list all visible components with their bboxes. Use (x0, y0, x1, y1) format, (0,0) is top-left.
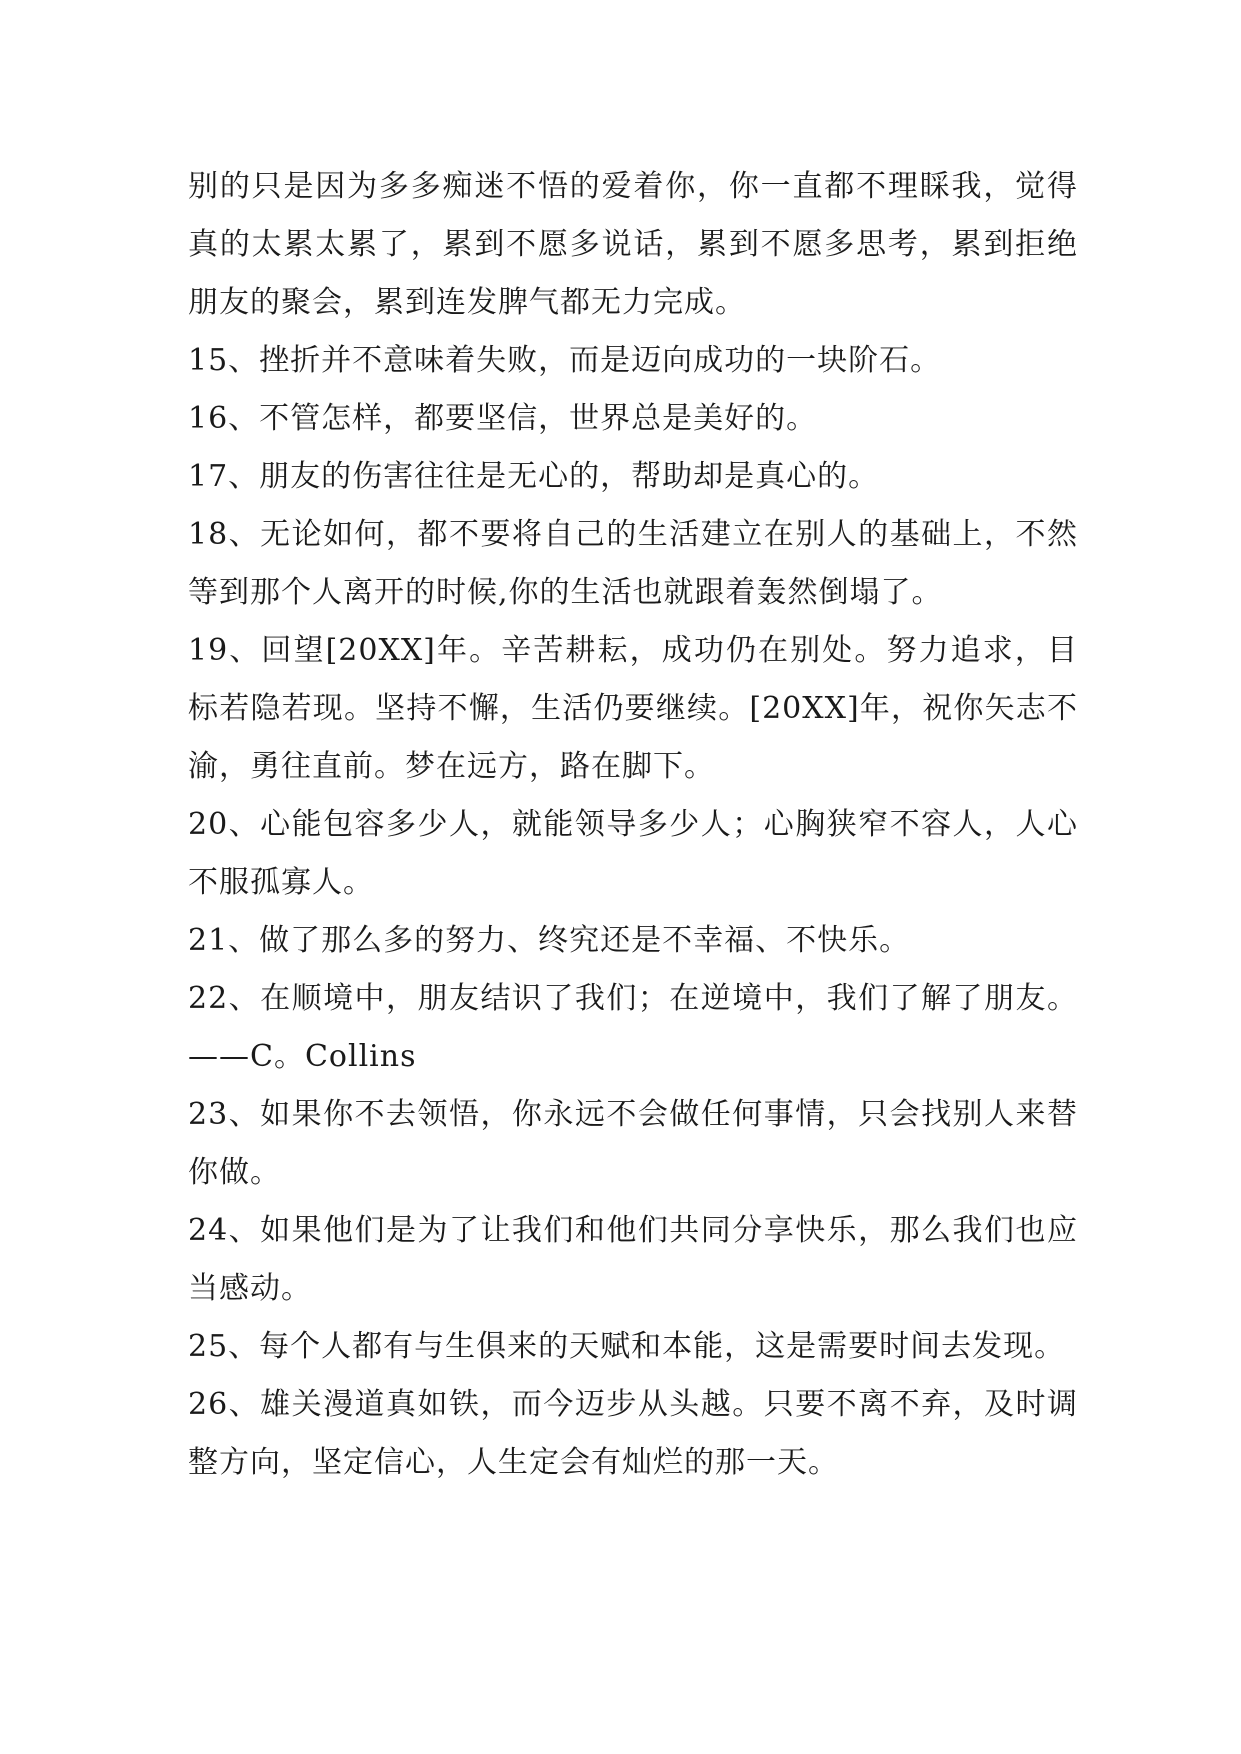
paragraph-item-16: 16、不管怎样，都要坚信，世界总是美好的。 (188, 401, 818, 436)
paragraph-item-21: 21、做了那么多的努力、终究还是不幸福、不快乐。 (188, 923, 911, 958)
paragraph-item-20: 20、心能包容多少人，就能领导多少人；心胸狭窄不容人，人心不服孤寡人。 (188, 807, 1078, 900)
paragraph-item-24: 24、如果他们是为了让我们和他们共同分享快乐，那么我们也应当感动。 (188, 1213, 1078, 1306)
paragraph-item-18: 18、无论如何，都不要将自己的生活建立在别人的基础上，不然等到那个人离开的时候,你的生活也就跟着轰然倒塌了。 (188, 517, 1078, 610)
paragraph-item-25: 25、每个人都有与生俱来的天赋和本能，这是需要时间去发现。 (188, 1329, 1066, 1364)
paragraph-item-19: 19、回望[20XX]年。辛苦耕耘，成功仍在别处。努力追求，目标若隐若现。坚持不懈，生活仍要继续。[20XX]年，祝你矢志不渝，勇往直前。梦在远方，路在脚下。 (188, 633, 1078, 784)
paragraph-item-17: 17、朋友的伤害往往是无心的，帮助却是真心的。 (188, 459, 880, 494)
paragraph-item-23: 23、如果你不去领悟，你永远不会做任何事情，只会找别人来替你做。 (188, 1097, 1078, 1190)
paragraph-item-22: 22、在顺境中，朋友结识了我们；在逆境中，我们了解了朋友。 ——C。Collins (188, 981, 1078, 1074)
document-body (188, 158, 1078, 1492)
paragraph-item-26: 26、雄关漫道真如铁，而今迈步从头越。只要不离不弃，及时调整方向，坚定信心，人生定会有灿烂的那一天。 (188, 1387, 1078, 1480)
paragraph-continuation: 别的只是因为多多痴迷不悟的爱着你，你一直都不理睬我，觉得真的太累太累了，累到不愿多说话，累到不愿多思考，累到拒绝朋友的聚会，累到连发脾气都无力完成。 (188, 169, 1078, 320)
paragraph-item-15: 15、挫折并不意味着失败，而是迈向成功的一块阶石。 (188, 343, 942, 378)
